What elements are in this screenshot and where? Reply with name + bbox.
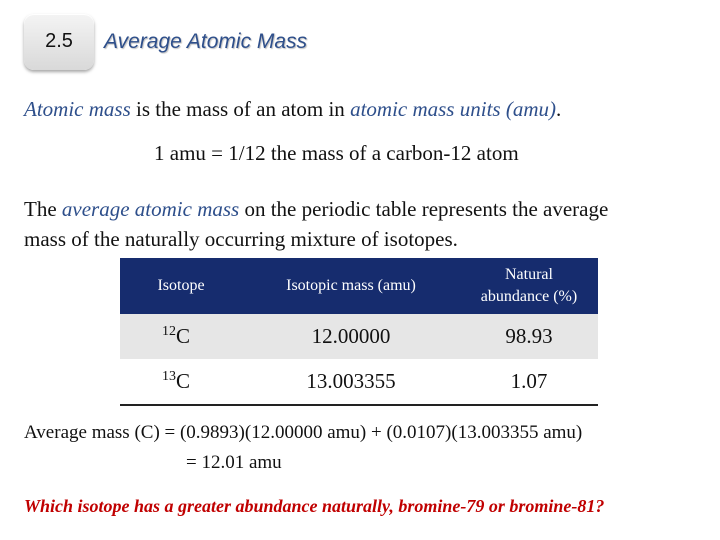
definition-unit-term: atomic mass units (amu) — [350, 97, 556, 121]
calculation-line1: Average mass (C) = (0.9893)(12.00000 amu) + (0.0107)(13.003355 amu) — [24, 422, 583, 443]
mass-number: 12 — [162, 324, 176, 339]
section-number: 2.5 — [45, 30, 73, 52]
average-term: average atomic mass — [61, 197, 240, 221]
definition-term: Atomic mass — [24, 97, 131, 121]
average-text-rest: on the periodic table represents the average — [239, 197, 609, 221]
average-prefix: The — [24, 197, 62, 221]
definition-text-mid: is the mass of an atom in — [130, 97, 351, 121]
slide-title: Average Atomic Mass — [104, 30, 308, 53]
isotopic-mass-cell: 12.00000 — [242, 314, 460, 359]
isotope-cell — [120, 359, 242, 405]
element-symbol: C — [176, 369, 191, 393]
abundance-cell: 98.93 — [460, 314, 598, 359]
calculation-line2: = 12.01 amu — [186, 452, 282, 473]
isotopic-mass-cell: 13.003355 — [242, 359, 460, 405]
header-isotopic-mass: Isotopic mass (amu) — [242, 258, 460, 314]
isotope-table — [120, 258, 598, 406]
table-header-row — [120, 258, 598, 314]
amu-equation: 1 amu = 1/12 the mass of a carbon-12 atom — [154, 141, 519, 165]
section-number-badge — [24, 14, 94, 70]
definition-text-end: . — [555, 97, 562, 121]
average-paragraph-line2: mass of the naturally occurring mixture of isotopes. — [24, 227, 458, 251]
header-abundance-line2: abundance (%) — [480, 288, 578, 305]
header-natural-abundance — [460, 258, 598, 314]
average-paragraph-line1 — [24, 194, 608, 224]
element-symbol: C — [176, 324, 191, 348]
table-row — [120, 314, 598, 359]
header-isotope: Isotope — [120, 258, 242, 314]
atomic-mass-definition — [24, 94, 561, 124]
header-abundance-line1: Natural — [505, 266, 553, 283]
mass-number: 13 — [162, 369, 176, 384]
isotope-cell — [120, 314, 242, 359]
bromine-question: Which isotope has a greater abundance naturally, bromine-79 or bromine-81? — [24, 496, 605, 516]
abundance-cell: 1.07 — [460, 359, 598, 405]
table-row — [120, 359, 598, 405]
